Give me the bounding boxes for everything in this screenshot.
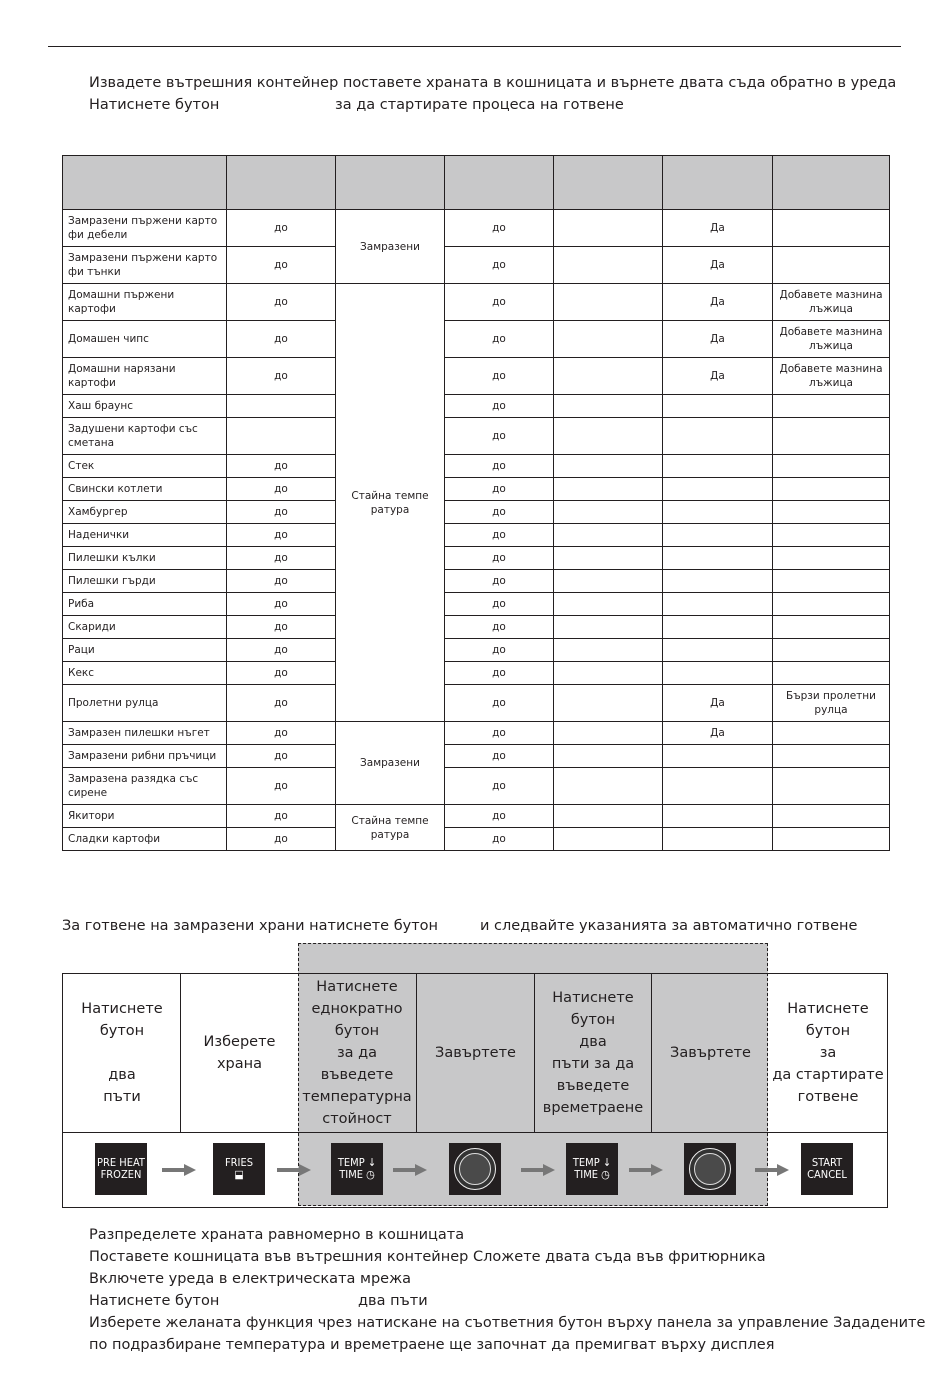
cell-note: Добавете мазнина лъжица [773, 321, 890, 358]
step-text: въведете [556, 1077, 630, 1094]
cell-state: Стайна темпе ратура [336, 284, 445, 722]
cell-food: Раци [63, 639, 227, 662]
cell-shake: Да [663, 247, 773, 284]
cell-temp [554, 524, 663, 547]
top-rule [48, 46, 901, 47]
cell-note: Бързи пролетни рулца [773, 685, 890, 722]
cell-shake [663, 745, 773, 768]
cell-note [773, 547, 890, 570]
cell-food: Замразена разядка със сирене [63, 768, 227, 805]
step-text: Завъртете [670, 1044, 751, 1061]
table-row [63, 478, 890, 501]
cell-note [773, 395, 890, 418]
cell-amount: до [227, 685, 336, 722]
cell-time: до [445, 478, 554, 501]
table-row [63, 358, 890, 395]
cell-temp [554, 593, 663, 616]
step-text: за [819, 1044, 837, 1061]
cell-food: Риба [63, 593, 227, 616]
step-text: два [579, 1033, 607, 1050]
rotary-dial-icon[interactable] [449, 1143, 501, 1195]
cell-amount: до [227, 501, 336, 524]
frozen-lead-a: За готвене на замразени храни натиснете бутон [62, 918, 439, 934]
table-row [63, 685, 890, 722]
instruction-2: Поставете кошницата във вътрешния контейнер Сложете двата съда във фритюрника [89, 1249, 766, 1265]
cell-note [773, 722, 890, 745]
cell-temp [554, 501, 663, 524]
step-text: два [108, 1066, 136, 1083]
cell-note [773, 247, 890, 284]
cell-note [773, 455, 890, 478]
cell-food: Якитори [63, 805, 227, 828]
table-row [63, 395, 890, 418]
frozen-lead-b: и следвайте указанията за автоматично готвене [480, 918, 858, 934]
table-row [63, 745, 890, 768]
temp-time-button-2[interactable] [566, 1143, 618, 1195]
cell-shake [663, 593, 773, 616]
cell-amount [227, 418, 336, 455]
step-text: въведете [320, 1066, 394, 1083]
instruction-4a: Натиснете бутон [89, 1293, 220, 1309]
cancel-label: CANCEL [807, 1168, 847, 1181]
cell-shake: Да [663, 685, 773, 722]
cell-food: Сладки картофи [63, 828, 227, 851]
start-cancel-button[interactable] [801, 1143, 853, 1195]
cell-shake [663, 524, 773, 547]
step-text: бутон [570, 1011, 616, 1028]
cell-shake [663, 639, 773, 662]
instruction-4b: два пъти [358, 1293, 428, 1309]
arrow-icon [393, 1164, 427, 1176]
cell-food: Наденички [63, 524, 227, 547]
step-text: Завъртете [435, 1044, 516, 1061]
step-text: Натиснете [787, 1000, 869, 1017]
cell-temp [554, 358, 663, 395]
cell-time: до [445, 805, 554, 828]
step-text: Натиснете [316, 978, 398, 995]
cell-amount: до [227, 662, 336, 685]
table-row [63, 455, 890, 478]
cell-amount: до [227, 524, 336, 547]
cell-note [773, 662, 890, 685]
cell-temp [554, 547, 663, 570]
step-text: готвене [797, 1088, 859, 1105]
table-row [63, 593, 890, 616]
step-text: храна [216, 1055, 263, 1072]
arrow-icon [277, 1164, 311, 1176]
table-row [63, 547, 890, 570]
step-text: температурна [302, 1088, 412, 1105]
cell-food: Задушени картофи със сметана [63, 418, 227, 455]
step-text: пъти [103, 1088, 141, 1105]
cell-amount: до [227, 210, 336, 247]
cell-time: до [445, 722, 554, 745]
table-row [63, 501, 890, 524]
cooking-table [62, 155, 890, 851]
arrow-icon [629, 1164, 663, 1176]
cell-food: Стек [63, 455, 227, 478]
cell-food: Пилешки кълки [63, 547, 227, 570]
instruction-1: Разпределете храната равномерно в кошницата [89, 1227, 465, 1243]
cell-state: Замразени [336, 722, 445, 805]
instruction-6: по подразбиране температура и времетраене ще започнат да премигват върху дисплея [89, 1337, 775, 1353]
cell-amount: до [227, 247, 336, 284]
cell-time: до [445, 358, 554, 395]
table-row [63, 805, 890, 828]
cell-shake [663, 455, 773, 478]
cell-shake [663, 478, 773, 501]
instruction-3: Включете уреда в електрическата мрежа [89, 1271, 412, 1287]
table-row [63, 321, 890, 358]
cell-temp [554, 247, 663, 284]
fries-button[interactable] [213, 1143, 265, 1195]
table-row [63, 210, 890, 247]
cell-time: до [445, 593, 554, 616]
cell-amount: до [227, 455, 336, 478]
cell-shake: Да [663, 284, 773, 321]
step-2 [180, 973, 298, 1132]
cell-note: Добавете мазнина лъжица [773, 284, 890, 321]
rotary-dial-icon-2[interactable] [684, 1143, 736, 1195]
table-header [63, 156, 890, 210]
temp-label: TEMP ↓ [572, 1156, 612, 1169]
cell-food: Замразени рибни пръчици [63, 745, 227, 768]
cell-time: до [445, 455, 554, 478]
step-text: за да [336, 1044, 378, 1061]
step-text: времетраене [542, 1099, 644, 1116]
cell-note [773, 616, 890, 639]
cell-time: до [445, 501, 554, 524]
step-text: Натиснете [552, 989, 634, 1006]
cell-temp [554, 418, 663, 455]
cell-temp [554, 745, 663, 768]
cell-time: до [445, 768, 554, 805]
cell-amount: до [227, 284, 336, 321]
step-text: пъти за да [551, 1055, 635, 1072]
cell-amount: до [227, 639, 336, 662]
cell-temp [554, 639, 663, 662]
cell-temp [554, 805, 663, 828]
cell-shake [663, 570, 773, 593]
frozen-lead [62, 918, 858, 934]
step-4 [416, 973, 534, 1132]
step-1 [62, 973, 181, 1132]
cell-temp [554, 455, 663, 478]
cell-shake [663, 418, 773, 455]
table-row [63, 284, 890, 321]
intro-line-1: Извадете вътрешния контейнер поставете храната в кошницата и върнете двата съда обратно в уреда [89, 75, 897, 91]
cell-time: до [445, 828, 554, 851]
cell-temp [554, 395, 663, 418]
cell-note [773, 501, 890, 524]
step-text [81, 1042, 162, 1064]
table-row [63, 570, 890, 593]
cell-amount: до [227, 570, 336, 593]
cell-amount: до [227, 828, 336, 851]
intro-line-2a: Натиснете бутон [89, 97, 220, 113]
cell-time: до [445, 321, 554, 358]
cell-time: до [445, 662, 554, 685]
cell-amount: до [227, 478, 336, 501]
arrow-icon [521, 1164, 555, 1176]
intro-text [89, 72, 896, 116]
cell-note: Добавете мазнина лъжица [773, 358, 890, 395]
step-3 [298, 973, 416, 1132]
table-row [63, 616, 890, 639]
cell-time: до [445, 524, 554, 547]
instructions-list [89, 1224, 925, 1356]
temp-time-button[interactable] [331, 1143, 383, 1195]
intro-line-2 [89, 94, 896, 116]
cell-food: Пролетни рулца [63, 685, 227, 722]
cell-time: до [445, 685, 554, 722]
cell-food: Кекс [63, 662, 227, 685]
cell-state: Замразени [336, 210, 445, 284]
table-row [63, 662, 890, 685]
cell-food: Замразен пилешки нъгет [63, 722, 227, 745]
cell-temp [554, 828, 663, 851]
cell-time: до [445, 547, 554, 570]
cell-time: до [445, 247, 554, 284]
cell-shake [663, 547, 773, 570]
cell-shake [663, 828, 773, 851]
cell-temp [554, 478, 663, 501]
cell-shake [663, 662, 773, 685]
cell-shake: Да [663, 321, 773, 358]
cell-time: до [445, 418, 554, 455]
table-row [63, 768, 890, 805]
cell-note [773, 805, 890, 828]
step-text: стойност [322, 1110, 392, 1127]
cell-temp [554, 768, 663, 805]
cell-note [773, 768, 890, 805]
time-label: TIME ◷ [574, 1168, 610, 1181]
start-label: START [811, 1156, 843, 1169]
cell-food: Домашен чипс [63, 321, 227, 358]
cell-state: Стайна темпе ратура [336, 805, 445, 851]
cell-note [773, 210, 890, 247]
cell-food: Хаш браунс [63, 395, 227, 418]
steps-divider [62, 1132, 888, 1133]
cell-time: до [445, 570, 554, 593]
step-6 [651, 973, 769, 1132]
cell-amount: до [227, 321, 336, 358]
table-row [63, 247, 890, 284]
table-row [63, 828, 890, 851]
temp-label: TEMP ↓ [337, 1156, 377, 1169]
cell-food: Домашни нарязани картофи [63, 358, 227, 395]
cell-food: Хамбургер [63, 501, 227, 524]
cell-amount: до [227, 745, 336, 768]
table-row [63, 524, 890, 547]
cell-note [773, 639, 890, 662]
cell-temp [554, 685, 663, 722]
cell-food: Замразени пържени карто фи дебели [63, 210, 227, 247]
preheat-frozen-button[interactable] [95, 1143, 147, 1195]
cell-temp [554, 284, 663, 321]
cell-time: до [445, 210, 554, 247]
arrow-icon [755, 1164, 789, 1176]
cell-shake: Да [663, 358, 773, 395]
frozen-label: FROZEN [100, 1168, 142, 1181]
instruction-5: Изберете желаната функция чрез натискане на съответния бутон върху панела за управление Зададените [89, 1315, 926, 1331]
cell-food: Скариди [63, 616, 227, 639]
cell-food: Свински котлети [63, 478, 227, 501]
cell-note [773, 593, 890, 616]
cell-amount: до [227, 805, 336, 828]
cell-amount: до [227, 358, 336, 395]
cell-temp [554, 570, 663, 593]
cell-note [773, 418, 890, 455]
step-text: бутон [334, 1022, 380, 1039]
cell-shake [663, 768, 773, 805]
step-text: да стартирате [772, 1066, 884, 1083]
cell-amount: до [227, 616, 336, 639]
cell-note [773, 478, 890, 501]
instruction-4 [89, 1290, 925, 1312]
table-row [63, 418, 890, 455]
table-row [63, 722, 890, 745]
step-text: бутон [805, 1022, 851, 1039]
cell-temp [554, 210, 663, 247]
step-5 [534, 973, 651, 1132]
step-text: еднократно [311, 1000, 403, 1017]
preheat-label: PRE HEAT [97, 1156, 145, 1169]
step-text: Изберете [203, 1033, 276, 1050]
cell-food: Домашни пържени картофи [63, 284, 227, 321]
cell-note [773, 570, 890, 593]
step-text: бутон [99, 1022, 145, 1039]
time-label: TIME ◷ [339, 1168, 375, 1181]
cell-temp [554, 662, 663, 685]
step-7 [768, 973, 888, 1132]
cell-time: до [445, 639, 554, 662]
fries-icon: ⬓ [234, 1168, 244, 1181]
cell-temp [554, 722, 663, 745]
fries-label: FRIES [224, 1156, 254, 1169]
cell-note [773, 524, 890, 547]
cell-shake [663, 395, 773, 418]
intro-line-2b: за да стартирате процеса на готвене [335, 97, 624, 113]
cell-shake: Да [663, 210, 773, 247]
cell-amount [227, 395, 336, 418]
cell-shake [663, 805, 773, 828]
cell-amount: до [227, 722, 336, 745]
cell-note [773, 828, 890, 851]
cell-time: до [445, 395, 554, 418]
cell-food: Пилешки гърди [63, 570, 227, 593]
cell-amount: до [227, 768, 336, 805]
cell-amount: до [227, 593, 336, 616]
step-text: Натиснете [81, 1000, 163, 1017]
cell-time: до [445, 745, 554, 768]
cell-temp [554, 321, 663, 358]
cell-temp [554, 616, 663, 639]
cell-shake [663, 616, 773, 639]
cell-shake: Да [663, 722, 773, 745]
cell-time: до [445, 616, 554, 639]
cell-time: до [445, 284, 554, 321]
cell-food: Замразени пържени карто фи тънки [63, 247, 227, 284]
arrow-icon [162, 1164, 196, 1176]
cell-shake [663, 501, 773, 524]
cell-note [773, 745, 890, 768]
table-row [63, 639, 890, 662]
cell-amount: до [227, 547, 336, 570]
